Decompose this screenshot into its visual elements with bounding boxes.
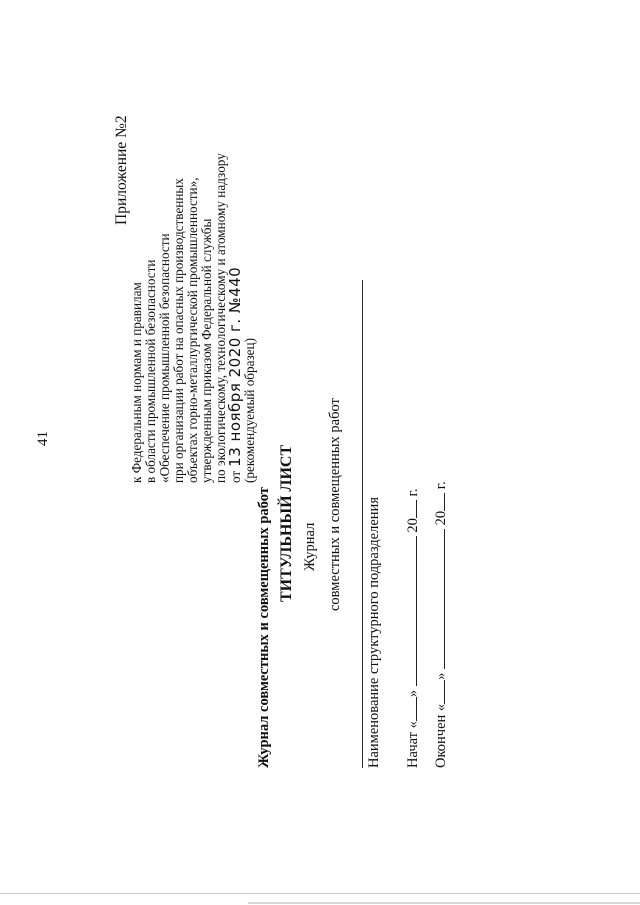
ended-year-field[interactable] xyxy=(433,493,445,511)
reference-line-7: по экологическому, технологическому и атомному надзору xyxy=(213,153,228,483)
started-row xyxy=(405,489,422,768)
reference-line-4: при организации работ на опасных производственных xyxy=(171,178,186,483)
ended-prefix: Окончен « xyxy=(433,703,449,768)
handwritten-order-date: 13 ноября 2020 г. №440 xyxy=(226,266,244,467)
started-day-field[interactable] xyxy=(405,697,417,721)
started-year-field[interactable] xyxy=(405,500,417,518)
ended-year-prefix: 20 xyxy=(433,510,449,526)
started-quote-close: » xyxy=(405,689,421,698)
title-sheet-heading: ТИТУЛЬНЫЙ ЛИСТ xyxy=(278,444,295,602)
journal-title: Журнал совместных и совмещенных работ xyxy=(256,487,272,768)
journal-word: Журнал xyxy=(302,522,318,571)
scan-edge-shadow xyxy=(248,902,640,904)
ended-month-field[interactable] xyxy=(433,529,445,669)
division-name-line xyxy=(362,280,363,768)
division-label: Наименование структурного подразделения xyxy=(366,497,382,768)
ended-year-suffix: г. xyxy=(433,481,449,490)
reference-line-6: утвержденным приказом Федеральной службы xyxy=(199,218,214,483)
recommended-sample: (рекомендуемый образец) xyxy=(242,338,257,483)
scan-edge-line xyxy=(0,893,640,894)
ended-row xyxy=(433,481,450,768)
order-prefix: от xyxy=(228,470,243,483)
reference-line-5: объектах горно-металлургической промышленности», xyxy=(185,177,200,483)
journal-subtitle: совместных и совмещенных работ xyxy=(327,398,343,611)
started-year-prefix: 20 xyxy=(405,518,421,533)
page-number: 41 xyxy=(35,431,51,446)
appendix-label: Приложение №2 xyxy=(113,115,130,225)
rotated-form xyxy=(98,68,598,768)
started-year-suffix: г. xyxy=(405,488,421,497)
ended-quote-close: » xyxy=(433,672,449,680)
started-month-field[interactable] xyxy=(405,536,417,686)
started-prefix: Начат « xyxy=(405,721,421,768)
reference-line-1: к Федеральным нормам и правилам xyxy=(129,282,144,483)
reference-line-2: в области промышленной безопасности xyxy=(143,259,158,483)
ended-day-field[interactable] xyxy=(433,680,445,704)
reference-line-3: «Обеспечение промышленной безопасности xyxy=(157,233,172,483)
